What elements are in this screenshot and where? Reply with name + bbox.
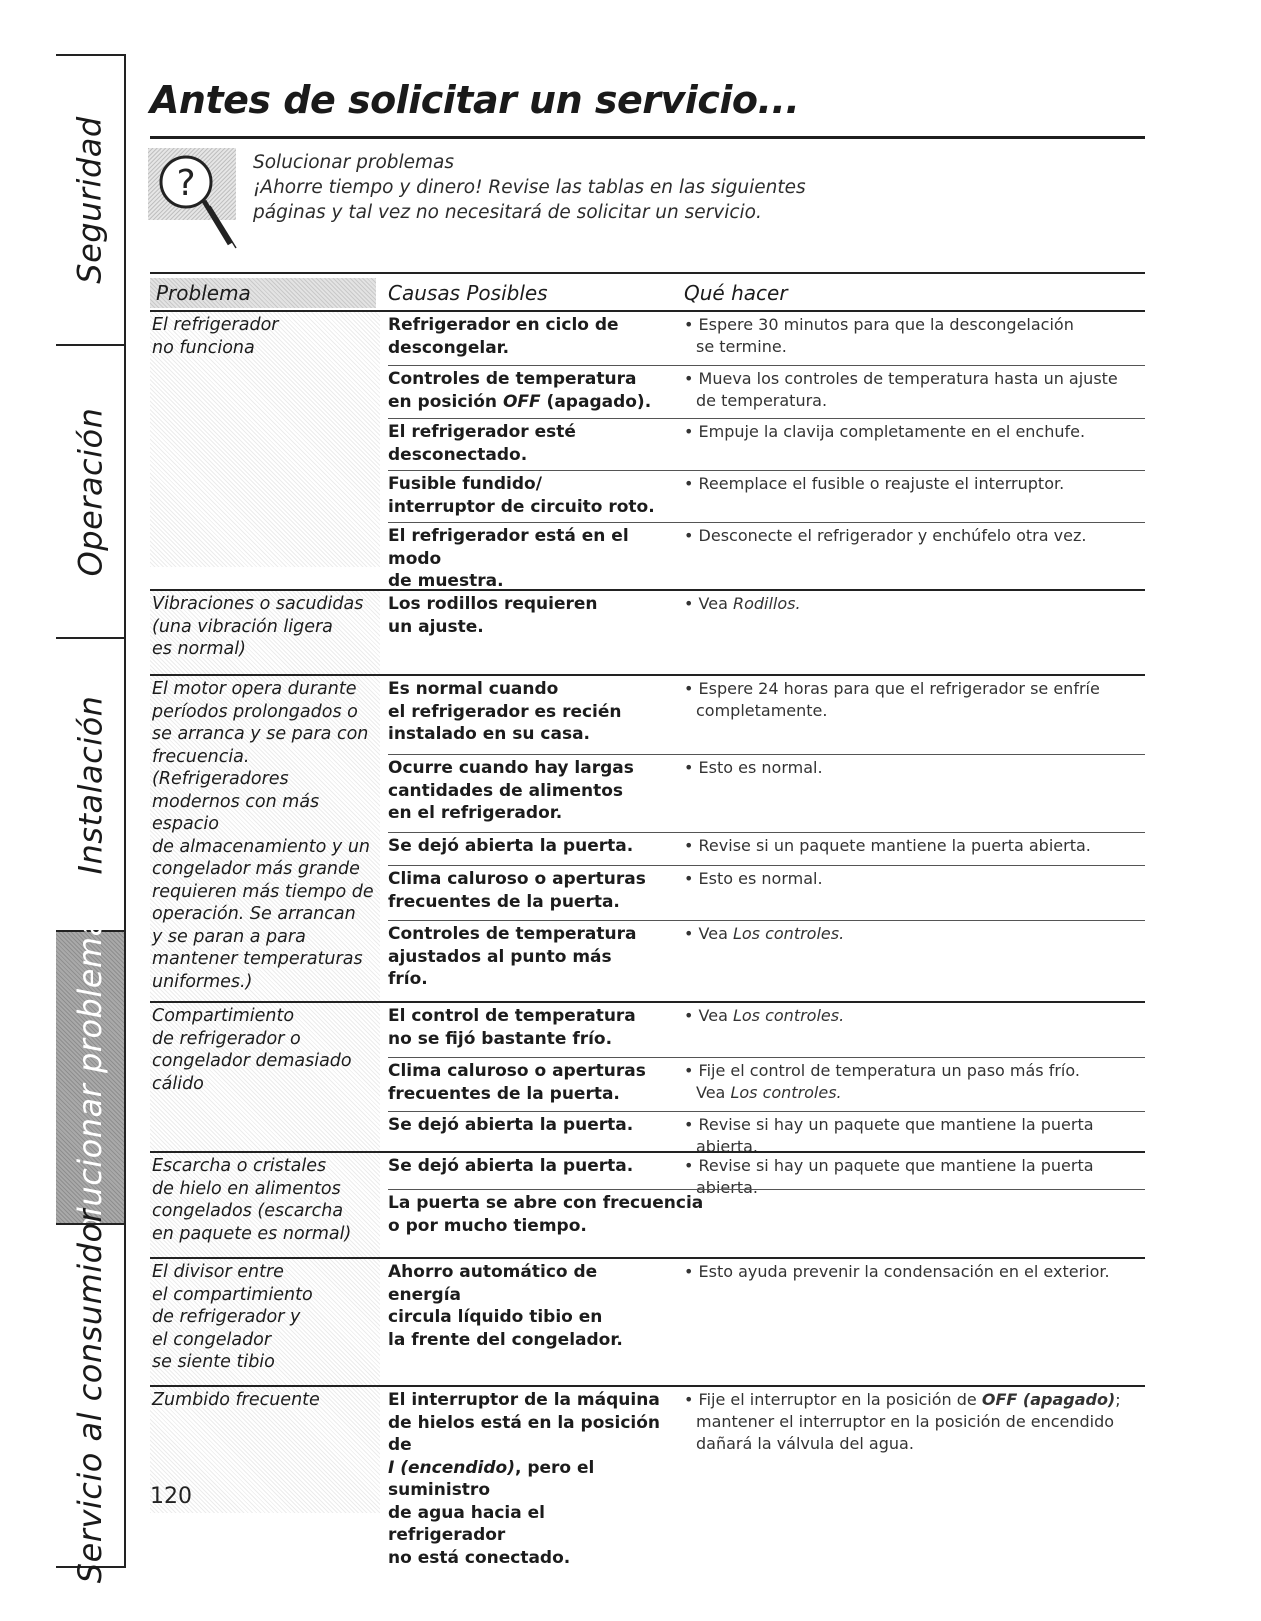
fix-text: • Revise si un paquete mantiene la puerta abierta. — [684, 835, 1156, 857]
fix-text: • Esto es normal. — [684, 868, 1156, 890]
cause-text: Ahorro automático de energía circula líquido tibio en la frente del congelador. — [388, 1262, 623, 1350]
cause-text: Controles de temperatura ajustados al punto más frío. — [388, 924, 637, 989]
problem-label: El refrigerador no funciona — [152, 315, 279, 358]
tab-label: Instalación — [71, 695, 110, 874]
table-row — [388, 365, 1145, 419]
problem-label: Zumbido frecuente — [152, 1390, 320, 1410]
fix-text: • Fije el control de temperatura un paso más frío. Vea Los controles. — [684, 1060, 1156, 1104]
table-row — [388, 1259, 1145, 1385]
problem-label: El divisor entre el compartimiento de refrigerador y el congelador se siente tibio — [152, 1262, 313, 1372]
cause-text: Refrigerador en ciclo de descongelar. — [388, 315, 619, 358]
table-row — [388, 865, 1145, 921]
intro-text — [253, 150, 806, 225]
problem-group — [150, 1385, 1145, 1568]
fix-text: • Fije el interruptor en la posición de OFF (apagado); mantener el interruptor en la posición de encendido dañará la válvula del agua. — [684, 1389, 1156, 1455]
fix-text: • Vea Los controles. — [684, 1005, 1156, 1027]
tab-label: Solucionar problemas — [71, 898, 110, 1257]
question-magnifier-icon — [148, 148, 248, 260]
intro-heading: Solucionar problemas — [253, 152, 455, 173]
problem-group — [150, 589, 1145, 674]
table-row — [388, 676, 1145, 754]
tab-servicio-al-consumidor[interactable] — [56, 1208, 124, 1583]
table-row — [388, 1003, 1145, 1057]
intro-line: páginas y tal vez no necesitará de solicitar un servicio. — [253, 202, 762, 223]
cause-text: Se dejó abierta la puerta. — [388, 836, 634, 856]
tab-solucionar-problemas[interactable] — [56, 898, 124, 1257]
problem-group — [150, 1151, 1145, 1257]
fix-text: • Vea Los controles. — [684, 923, 1156, 945]
table-row — [388, 470, 1145, 523]
cause-text: El refrigerador está en el modo de muestra. — [388, 526, 629, 591]
fix-text: • Revise si hay un paquete que mantiene la puerta abierta. — [684, 1155, 1156, 1199]
tab-seguridad[interactable] — [56, 54, 124, 344]
cause-text: Se dejó abierta la puerta. — [388, 1115, 634, 1135]
cause-text: Controles de temperatura en posición OFF (apagado). — [388, 369, 652, 412]
cause-text: El control de temperatura no se fijó bastante frío. — [388, 1006, 636, 1049]
tab-label: Seguridad — [71, 116, 109, 284]
cause-text: Clima caluroso o aperturas frecuentes de la puerta. — [388, 1061, 646, 1104]
fix-text: • Empuje la clavija completamente en el enchufe. — [684, 421, 1156, 443]
problem-group — [150, 312, 1145, 591]
cause-text: Clima caluroso o aperturas frecuentes de la puerta. — [388, 869, 646, 912]
intro-line: ¡Ahorre tiempo y dinero! Revise las tablas en las siguientes — [253, 177, 806, 198]
column-header-problem: Problema — [150, 278, 376, 308]
side-tab-strip — [56, 54, 126, 1583]
table-row — [388, 312, 1145, 365]
fix-text: • Revise si hay un paquete que mantiene la puerta abierta. — [684, 1114, 1156, 1158]
problem-label: Vibraciones o sacudidas (una vibración ligera es normal) — [152, 594, 364, 659]
problem-group — [150, 1257, 1145, 1385]
cause-text: Los rodillos requieren un ajuste. — [388, 594, 598, 637]
svg-text:?: ? — [176, 163, 196, 204]
cause-text: Se dejó abierta la puerta. — [388, 1156, 634, 1176]
fix-text: • Reemplace el fusible o reajuste el interruptor. — [684, 473, 1156, 495]
table-row — [388, 418, 1145, 471]
table-row — [388, 754, 1145, 833]
table-row — [388, 920, 1145, 1002]
table-row — [388, 832, 1145, 866]
table-row — [388, 1189, 1145, 1258]
column-header-fix: Qué hacer — [684, 281, 788, 305]
problem-label: Escarcha o cristales de hielo en alimentos congelados (escarcha en paquete es normal) — [152, 1156, 352, 1244]
tab-instalacion[interactable] — [56, 637, 124, 930]
tab-operacion[interactable] — [56, 344, 124, 637]
fix-text: • Esto ayuda prevenir la condensación en el exterior. — [684, 1261, 1156, 1283]
fix-text: • Esto es normal. — [684, 757, 1156, 779]
problem-group — [150, 674, 1145, 1001]
table-row — [388, 591, 1145, 674]
table-row — [388, 522, 1145, 591]
column-header-causes: Causas Posibles — [388, 281, 548, 305]
fix-text: • Espere 30 minutos para que la descongelación se termine. — [684, 314, 1156, 358]
title-divider — [150, 136, 1145, 139]
cause-text: Ocurre cuando hay largas cantidades de alimentos en el refrigerador. — [388, 758, 634, 823]
cause-text: Fusible fundido/ interruptor de circuito roto. — [388, 474, 655, 517]
cause-text: La puerta se abre con frecuencia o por mucho tiempo. — [388, 1193, 704, 1236]
fix-text: • Espere 24 horas para que el refrigerador se enfríe completamente. — [684, 678, 1156, 722]
table-row — [388, 1111, 1145, 1156]
fix-text: • Mueva los controles de temperatura hasta un ajuste de temperatura. — [684, 368, 1156, 412]
problem-group — [150, 1001, 1145, 1156]
header-top-rule — [150, 272, 1145, 274]
problem-label: El motor opera durante períodos prolongados o se arranca y se para con frecuencia. (Refrigeradores modernos con más espacio de almacenamiento y un congelador más grande requieren más tiempo de operación. Se arrancan y se paran a para mantener temperaturas uniformes.) — [152, 679, 374, 992]
fix-text: • Desconecte el refrigerador y enchúfelo otra vez. — [684, 525, 1156, 547]
tab-label: Servicio al consumidor — [71, 1208, 109, 1583]
table-row — [388, 1153, 1145, 1197]
table-row — [388, 1057, 1145, 1112]
table-row — [388, 1387, 1145, 1568]
page-title: Antes de solicitar un servicio... — [150, 78, 800, 122]
page-number: 120 — [150, 1484, 192, 1509]
fix-text: • Vea Rodillos. — [684, 593, 1156, 615]
cause-text: El refrigerador esté desconectado. — [388, 422, 576, 465]
cause-text: El interruptor de la máquina de hielos está en la posición de I (encendido), pero el suministro de agua hacia el refrigerador no está conectado. — [388, 1390, 661, 1568]
cause-text: Es normal cuando el refrigerador es recién instalado en su casa. — [388, 679, 622, 744]
tab-label: Operación — [71, 407, 110, 576]
problem-label: Compartimiento de refrigerador o congelador demasiado cálido — [152, 1006, 352, 1094]
